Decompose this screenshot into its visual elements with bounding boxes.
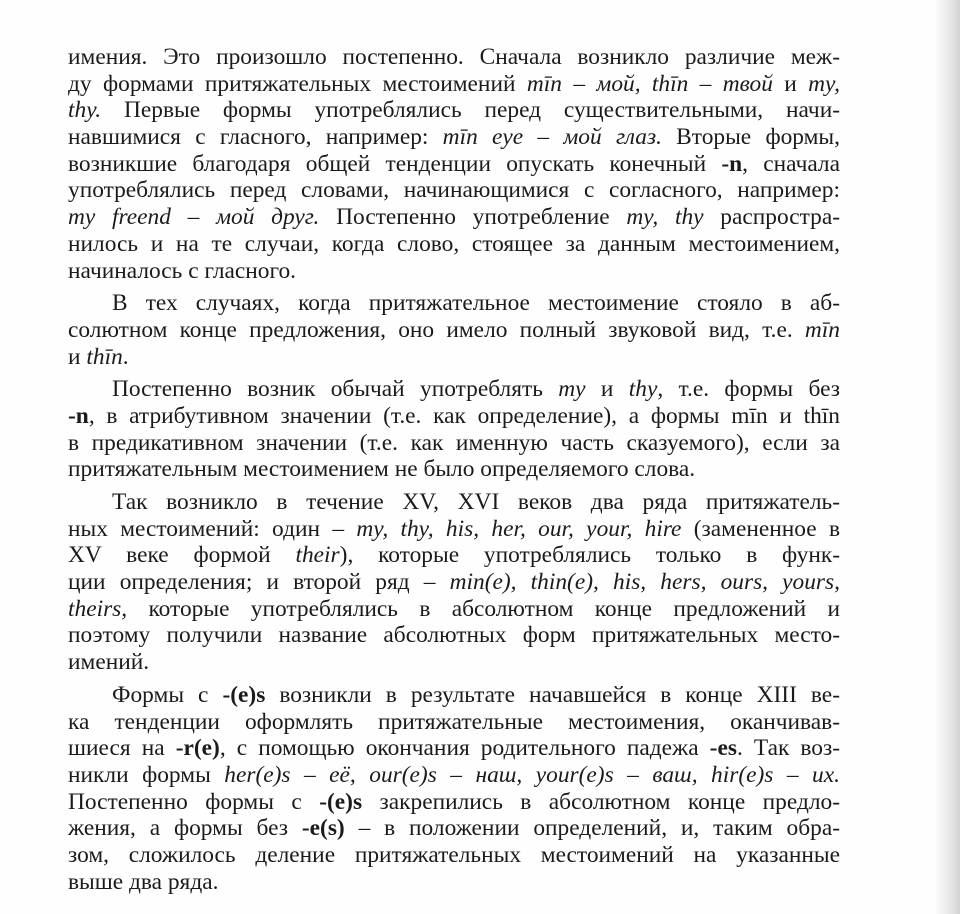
- text-line: и thīn.: [68, 343, 129, 370]
- text-line: ции определения; и второй ряд – min(e), thin(e), his, hers, ours, yours,: [68, 569, 840, 596]
- text-line: жения, а формы без -e(s) – в положении определений, и, таким обра-: [68, 815, 840, 842]
- text-line: ка тенденции оформлять притяжательные местоимения, оканчивав-: [68, 708, 840, 735]
- text-line: зом, сложилось деление притяжательных местоимений на указанные: [68, 841, 840, 868]
- text-line: начиналось с гласного.: [68, 257, 297, 284]
- text-line: -n, в атрибутивном значении (т.е. как определение), а формы mīn и thīn: [68, 402, 840, 429]
- text-line: Так возникло в течение XV, XVI веков два ряда притяжатель-: [112, 489, 840, 515]
- page-spine-shadow: [936, 0, 960, 914]
- text-line: Постепенно формы с -(e)s закрепились в абсолютном конце предло-: [68, 788, 841, 815]
- text-line: шиеся на -r(e), с помощью окончания родительного падежа -es. Так воз-: [68, 735, 841, 762]
- body-text: [68, 44, 840, 895]
- text-line: притяжательным местоимением не было определяемого слова.: [68, 456, 696, 483]
- text-line: ду формами притяжательных местоимений mīn – мой, thīn – твой и my,: [68, 70, 840, 97]
- text-line: навшимися с гласного, например: mīn eye – мой глаз. Вторые формы,: [68, 124, 840, 151]
- text-line: имений.: [68, 649, 150, 676]
- text-line: солютном конце предложения, оно имело полный звуковой вид, т.е. mīn: [68, 316, 840, 343]
- text-line: поэтому получили название абсолютных форм притяжательных место-: [68, 622, 840, 649]
- text-line: имения. Это произошло постепенно. Сначала возникло различие меж-: [68, 44, 840, 70]
- text-line: в предикативном значении (т.е. как именную часть сказуемого), если за: [68, 429, 840, 456]
- text-line: употреблялись перед словами, начинающимися с согласного, например:: [68, 177, 840, 204]
- text-line: Постепенно возник обычай употреблять my и thy, т.е. формы без: [112, 376, 840, 403]
- text-line: theirs, которые употреблялись в абсолютном конце предложений и: [68, 595, 840, 622]
- text-line: ных местоимений: один – my, thy, his, her, our, your, hire (замененное в: [68, 515, 840, 542]
- text-line: В тех случаях, когда притяжательное местоимение стояло в аб-: [112, 290, 840, 317]
- text-line: thy. Первые формы употреблялись перед существительными, начи-: [68, 97, 840, 124]
- text-line: выше два ряда.: [68, 868, 219, 895]
- text-line: никли формы her(e)s – её, our(e)s – наш, your(e)s – ваш, hir(e)s – их.: [68, 761, 840, 788]
- text-line: возникшие благодаря общей тенденции опускать конечный -n, сначала: [68, 150, 840, 177]
- text-line: XV веке формой their), которые употреблялись только в функ-: [68, 542, 840, 569]
- text-line: Формы с -(e)s возникли в результате начавшейся в конце XIII ве-: [112, 681, 840, 708]
- text-line: my freend – мой друг. Постепенно употребление my, thy распростра-: [68, 204, 840, 231]
- text-line: нилось и на те случаи, когда слово, стоящее за данным местоимением,: [68, 230, 840, 257]
